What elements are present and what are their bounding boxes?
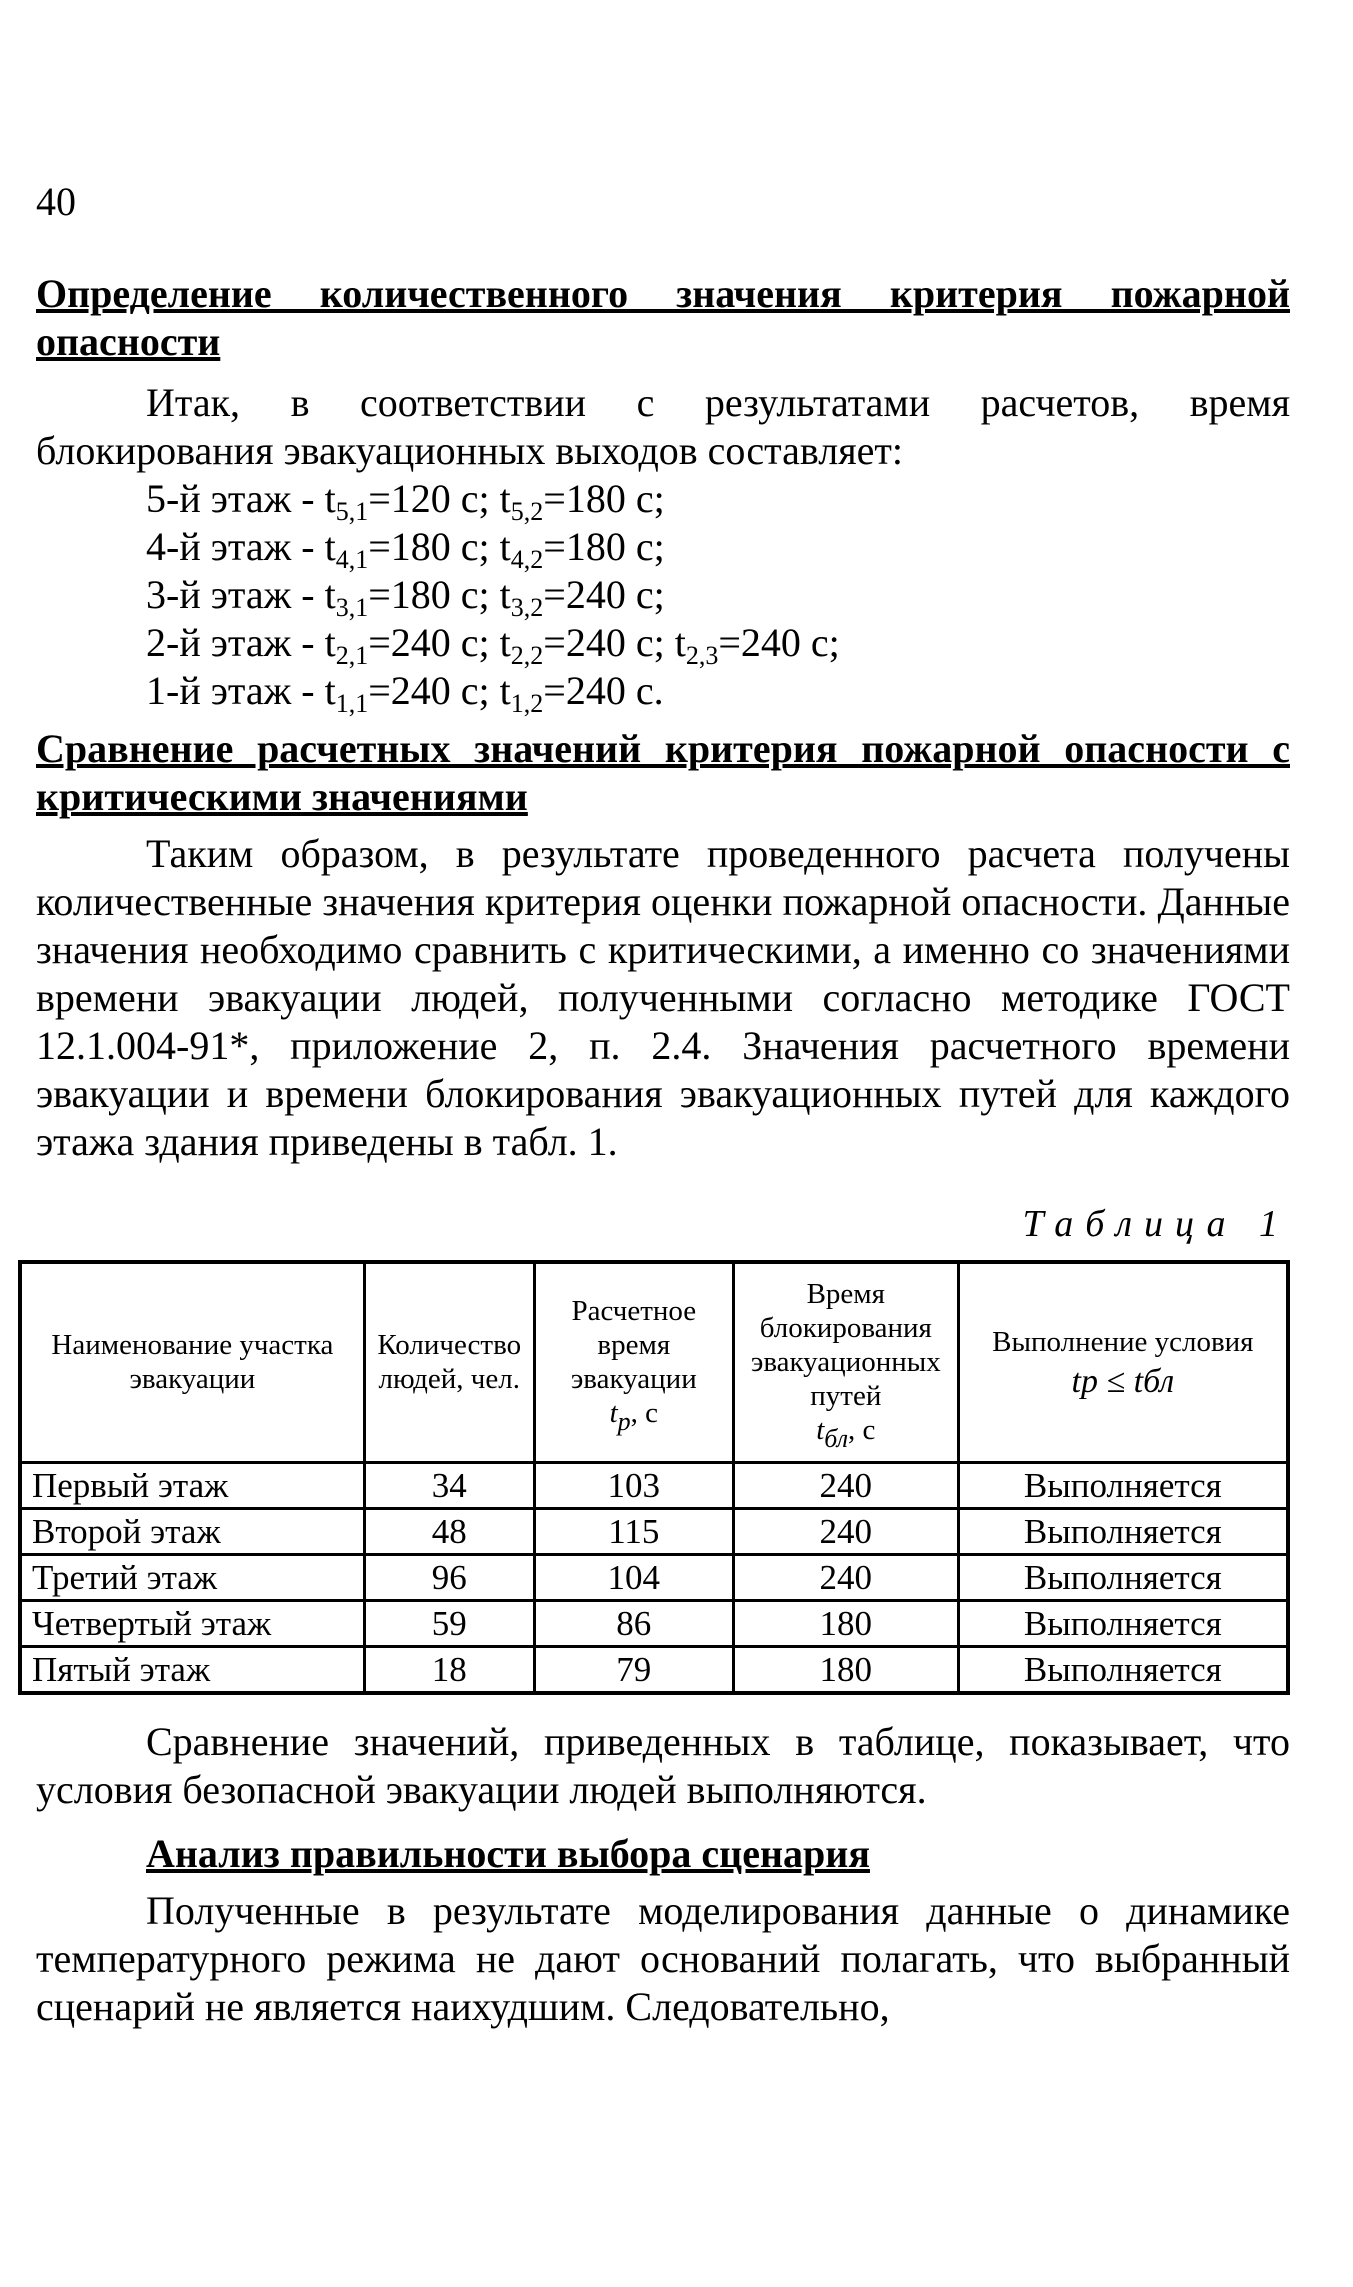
cell-section-name: Пятый этаж — [20, 1646, 364, 1693]
floor-line: 2-й этаж - $t_{2,1}=240$ с; $t_{2,2}=240$ с; $t_{2,3}=240$ с; — [146, 620, 840, 670]
cell-blocking-time: 240 — [733, 1508, 958, 1554]
scenario-paragraph: Полученные в результате моделирования данные о динамике температурного режима не дают оснований полагать, что выбранный сценарий не является наихудшим. Следовательно, — [36, 1888, 1290, 2029]
header-people-count: Количество людей, чел. — [364, 1262, 534, 1462]
cell-section-name: Второй этаж — [20, 1508, 364, 1554]
floor-line: 5-й этаж - $t_{5,1}=120$ с; $t_{5,2}=180$ с; — [146, 476, 665, 526]
cell-blocking-time: 240 — [733, 1462, 958, 1508]
cell-evacuation-time: 86 — [534, 1600, 733, 1646]
cell-people-count: 48 — [364, 1508, 534, 1554]
cell-people-count: 59 — [364, 1600, 534, 1646]
cell-people-count: 96 — [364, 1554, 534, 1600]
section-heading-comparison: Сравнение расчетных значений критерия пожарной опасности с критическими значениями — [36, 726, 1290, 819]
cell-condition-status: Выполняется — [958, 1646, 1288, 1693]
cell-condition-status: Выполняется — [958, 1554, 1288, 1600]
cell-people-count: 18 — [364, 1646, 534, 1693]
section-heading-criterion: Определение количественного значения критерия пожарной опасности — [36, 271, 1290, 364]
blocking-times-list — [146, 475, 840, 718]
table-row — [20, 1600, 1288, 1646]
cell-condition-status: Выполняется — [958, 1600, 1288, 1646]
cell-evacuation-time: 104 — [534, 1554, 733, 1600]
floor-line: 1-й этаж - $t_{1,1}=240$ с; $t_{1,2}=240$ с. — [146, 668, 664, 718]
cell-section-name: Третий этаж — [20, 1554, 364, 1600]
evacuation-table — [18, 1260, 1290, 1695]
floor-line: 3-й этаж - $t_{3,1}=180$ с; $t_{3,2}=240$ с; — [146, 572, 665, 622]
cell-blocking-time: 180 — [733, 1646, 958, 1693]
cell-section-name: Четвертый этаж — [20, 1600, 364, 1646]
cell-people-count: 34 — [364, 1462, 534, 1508]
table-row — [20, 1646, 1288, 1693]
table-row — [20, 1508, 1288, 1554]
comparison-paragraph: Таким образом, в результате проведенного расчета получены количественные значения критерия оценки пожарной опасности. Данные значения необходимо сравнить с критическими, а именно со значениями времени эвакуации людей, полученными согласно методике ГОСТ 12.1.004-91*, приложение 2, п. 2.4. Значения расчетного времени эвакуации и времени блокирования эвакуационных путей для каждого этажа здания приведены в табл. 1. — [36, 831, 1290, 1164]
cell-condition-status: Выполняется — [958, 1462, 1288, 1508]
floor-line: 4-й этаж - $t_{4,1}=180$ с; $t_{4,2}=180$ с; — [146, 524, 665, 574]
condition-formula: tp ≤ tбл — [1071, 1363, 1175, 1401]
conclusion-paragraph: Сравнение значений, приведенных в таблице, показывает, что условия безопасной эвакуации людей выполняются. — [36, 1719, 1290, 1812]
cell-evacuation-time: 115 — [534, 1508, 733, 1554]
header-condition: Выполнение условия tp ≤ tбл — [958, 1262, 1288, 1462]
table-row — [20, 1462, 1288, 1508]
header-blocking-time: Время блокирования эвакуационных путей $t_{бл}$, с — [733, 1262, 958, 1462]
cell-evacuation-time: 79 — [534, 1646, 733, 1693]
cell-condition-status: Выполняется — [958, 1508, 1288, 1554]
page-number: 40 — [36, 179, 76, 224]
table-row — [20, 1554, 1288, 1600]
cell-section-name: Первый этаж — [20, 1462, 364, 1508]
header-evacuation-time: Расчетное время эвакуации $t_p$, с — [534, 1262, 733, 1462]
cell-blocking-time: 240 — [733, 1554, 958, 1600]
intro-paragraph: Итак, в соответствии с результатами расчетов, время блокирования эвакуационных выходов составляет: — [36, 380, 1290, 473]
section-heading-scenario: Анализ правильности выбора сценария — [146, 1831, 870, 1876]
table-caption: Таблица 1 — [1022, 1203, 1290, 1245]
cell-blocking-time: 180 — [733, 1600, 958, 1646]
cell-evacuation-time: 103 — [534, 1462, 733, 1508]
header-section-name: Наименование участка эвакуации — [20, 1262, 364, 1462]
